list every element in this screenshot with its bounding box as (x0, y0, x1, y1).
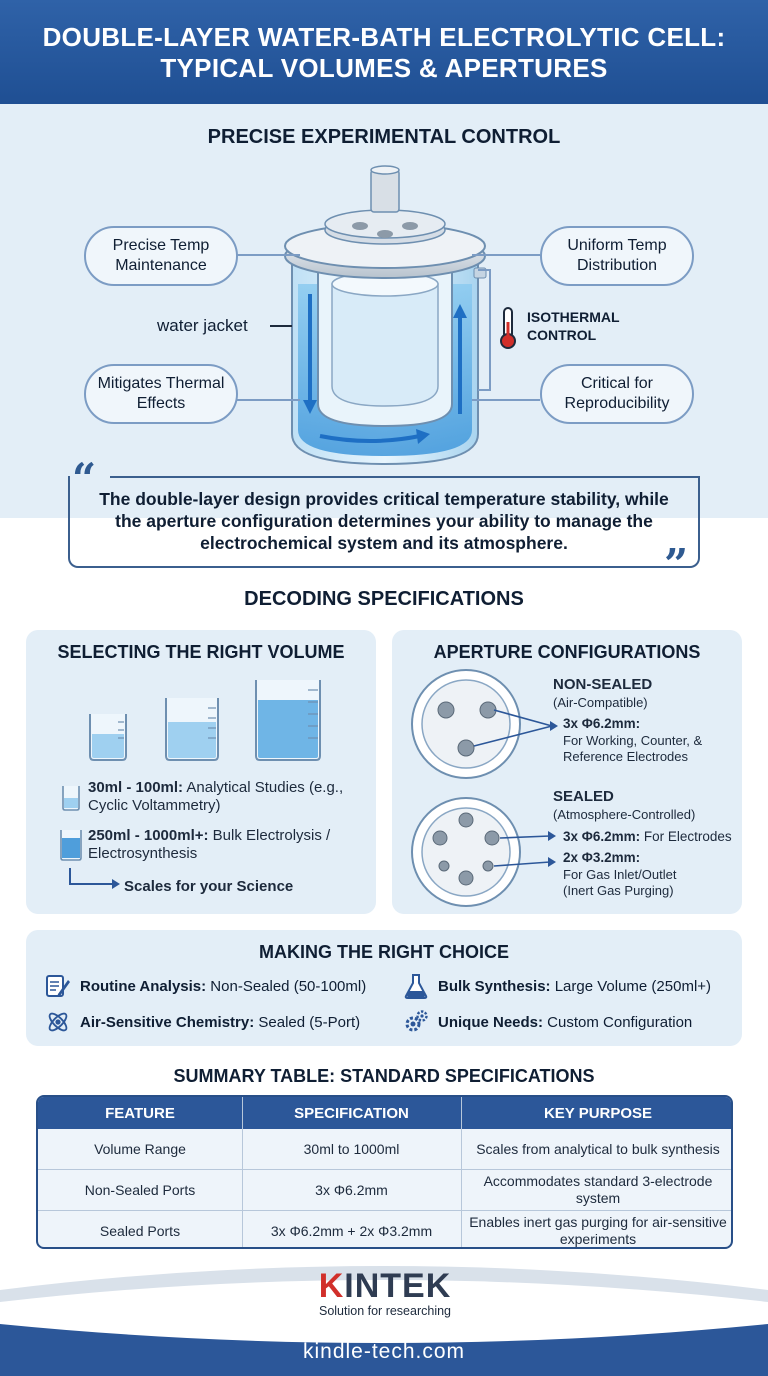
logo-tagline: Solution for researching (318, 1304, 452, 1318)
summary-table (36, 1095, 733, 1249)
hero-title: PRECISE EXPERIMENTAL CONTROL (207, 126, 561, 148)
decoding-title: DECODING SPECIFICATIONS (244, 588, 524, 610)
table-cell: Enables inert gas purging for air-sensitive experiments (469, 1214, 727, 1247)
kintek-logo (300, 1268, 470, 1318)
choice-bulk-label: Bulk Synthesis: (438, 977, 551, 995)
isothermal-line-1: ISOTHERMAL (527, 309, 620, 325)
choice-title: MAKING THE RIGHT CHOICE (259, 942, 509, 962)
non-sealed-title: NON-SEALED (553, 676, 653, 693)
table-cell: 3x Φ6.2mm + 2x Φ3.2mm (270, 1222, 433, 1239)
pill-precise-temp: Precise Temp Maintenance (84, 226, 238, 286)
scales-arrow-icon (66, 866, 122, 892)
notepad-pencil-icon (44, 972, 72, 1000)
sealed-title: SEALED (553, 788, 614, 805)
sealed-use-2-line-2: (Inert Gas Purging) (563, 883, 674, 898)
title-line-2: TYPICAL VOLUMES & APERTURES (160, 53, 608, 83)
close-quote-mark: ” (664, 540, 689, 589)
atom-icon (44, 1008, 72, 1036)
choice-bulk-text (438, 978, 711, 995)
choice-unique-needs (402, 1008, 692, 1036)
website-link[interactable]: kindle-tech.com (302, 1340, 466, 1363)
table-header-specification: SPECIFICATION (242, 1097, 461, 1129)
sealed-subtitle: (Atmosphere-Controlled) (553, 807, 696, 822)
beakers-icon (84, 676, 324, 762)
volume-large-use: Bulk Electrolysis / Electrosynthesis (88, 827, 331, 862)
choice-air-sensitive (44, 1008, 360, 1036)
non-sealed-lid-diagram (410, 668, 560, 780)
logo-wordmark (300, 1268, 470, 1304)
table-cell: Non-Sealed Ports (84, 1181, 196, 1198)
choice-unique-value: Custom Configuration (543, 1013, 693, 1031)
quote-text: The double-layer design provides critical temperature stability, while the aperture configuration determines your ability to manage the electrochemical system and its atmosphere. (99, 489, 669, 553)
volume-card-title: SELECTING THE RIGHT VOLUME (57, 642, 345, 662)
small-beaker-icon (60, 784, 82, 812)
flask-icon (402, 972, 430, 1000)
large-beaker-icon (58, 828, 84, 862)
scales-text: Scales for your Science (124, 878, 294, 895)
sealed-use-2-line-1: For Gas Inlet/Outlet (563, 867, 677, 882)
pill-uniform-temp: Uniform Temp Distribution (540, 226, 694, 286)
sealed-lid-diagram (410, 796, 560, 908)
choice-routine-analysis (44, 972, 366, 1000)
table-cell: Scales from analytical to bulk synthesis (476, 1140, 720, 1157)
non-sealed-info (553, 676, 738, 765)
sealed-use-1: For Electrodes (640, 829, 732, 844)
table-col-divider (461, 1097, 462, 1249)
isothermal-control-label (527, 308, 620, 344)
table-cell: Accommodates standard 3-electrode system (483, 1173, 713, 1206)
logo-k: K (318, 1267, 345, 1305)
sealed-electrodes-row (563, 828, 742, 846)
table-cell: Sealed Ports (99, 1222, 181, 1239)
open-quote-mark: “ (72, 454, 97, 503)
choice-unique-text (438, 1014, 692, 1031)
volume-small-range: 30ml - 100ml: (88, 779, 184, 796)
gears-icon (402, 1008, 430, 1036)
non-sealed-use: For Working, Counter, & Reference Electrodes (563, 733, 703, 764)
table-cell: Volume Range (94, 1140, 186, 1157)
table-header-key-purpose: KEY PURPOSE (461, 1097, 733, 1129)
choice-routine-label: Routine Analysis: (80, 977, 207, 995)
table-cell: 30ml to 1000ml (303, 1140, 400, 1157)
table-cell: 3x Φ6.2mm (315, 1181, 388, 1198)
choice-routine-value: Non-Sealed (50-100ml) (206, 977, 367, 995)
volume-large-text (88, 827, 368, 863)
choice-air-value: Sealed (5-Port) (254, 1013, 361, 1031)
logo-rest: INTEK (344, 1267, 452, 1305)
water-jacket-label: water jacket (157, 316, 248, 335)
choice-air-label: Air-Sensitive Chemistry: (80, 1013, 255, 1031)
quote-box (68, 476, 700, 568)
choice-air-text (80, 1014, 360, 1031)
choice-bulk-value: Large Volume (250ml+) (550, 977, 712, 995)
volume-large-range: 250ml - 1000ml+: (88, 827, 209, 844)
aperture-card-title: APERTURE CONFIGURATIONS (433, 642, 701, 662)
sealed-info (553, 788, 742, 899)
thermometer-icon (498, 306, 518, 350)
summary-title: SUMMARY TABLE: STANDARD SPECIFICATIONS (173, 1066, 595, 1086)
non-sealed-ports: 3x Φ6.2mm: (563, 716, 641, 731)
choice-bulk-synthesis (402, 972, 711, 1000)
choice-routine-text (80, 978, 366, 995)
pill-thermal-effects: Mitigates Thermal Effects (84, 364, 238, 424)
sealed-ports-2: 2x Φ3.2mm: (563, 850, 641, 865)
pill-reproducibility: Critical for Reproducibility (540, 364, 694, 424)
isothermal-line-2: CONTROL (527, 327, 597, 343)
sealed-ports-1: 3x Φ6.2mm: (563, 829, 641, 844)
table-header-feature: FEATURE (38, 1097, 242, 1129)
non-sealed-subtitle: (Air-Compatible) (553, 695, 648, 710)
volume-small-text (88, 779, 368, 815)
choice-unique-label: Unique Needs: (438, 1013, 544, 1031)
title-line-1: DOUBLE-LAYER WATER-BATH ELECTROLYTIC CELL: (42, 22, 726, 52)
volume-small-use: Analytical Studies (e.g., Cyclic Voltammetry) (88, 779, 344, 814)
table-col-divider (242, 1097, 243, 1249)
